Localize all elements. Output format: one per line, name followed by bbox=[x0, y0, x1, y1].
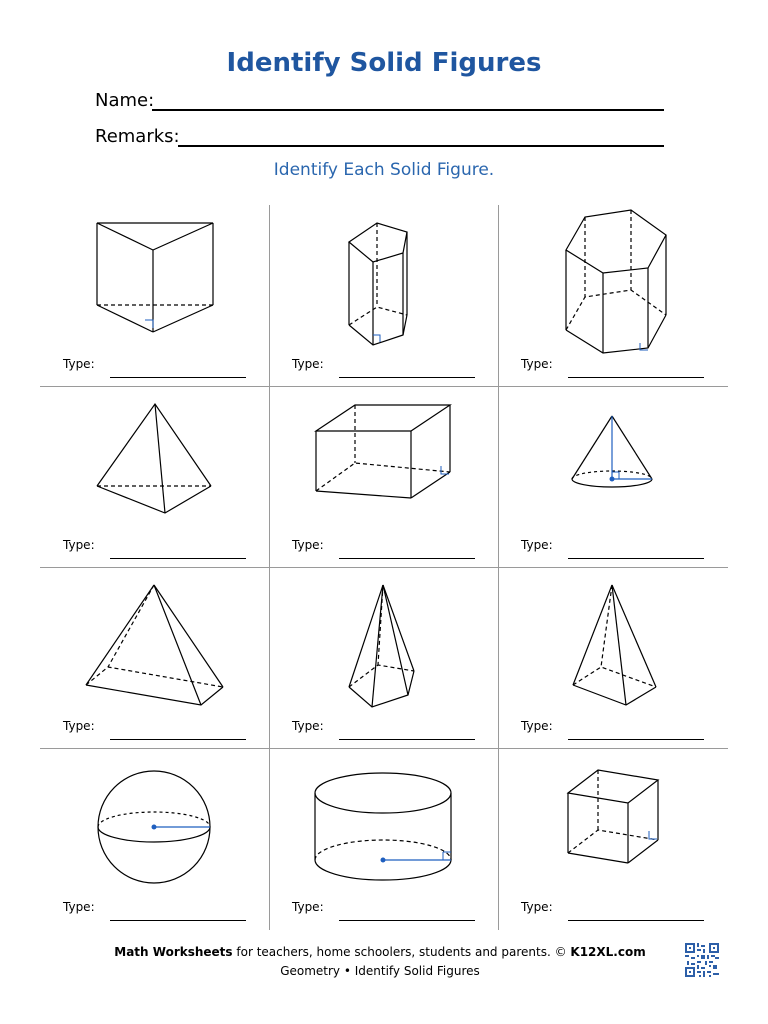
footer-credit bbox=[0, 945, 760, 959]
qr-code-icon bbox=[685, 943, 719, 977]
figure-cell-cone bbox=[498, 386, 727, 567]
type-answer-field[interactable] bbox=[339, 920, 475, 921]
remarks-label: Remarks: bbox=[95, 126, 180, 147]
type-label: Type: bbox=[63, 900, 95, 914]
name-field[interactable] bbox=[152, 109, 664, 111]
type-label: Type: bbox=[521, 719, 553, 733]
remarks-field[interactable] bbox=[178, 145, 664, 147]
type-label: Type: bbox=[292, 719, 324, 733]
page-title: Identify Solid Figures bbox=[226, 48, 542, 78]
type-label: Type: bbox=[521, 357, 553, 371]
type-answer-field[interactable] bbox=[568, 377, 704, 378]
figure-cell-pentagonal-prism bbox=[269, 205, 498, 386]
type-answer-field[interactable] bbox=[339, 377, 475, 378]
type-answer-field[interactable] bbox=[568, 739, 704, 740]
figure-cell-hexagonal-prism bbox=[498, 205, 727, 386]
figure-cell-square-pyramid-narrow bbox=[498, 567, 727, 748]
type-label: Type: bbox=[521, 538, 553, 552]
footer-brand: Math Worksheets bbox=[114, 945, 233, 959]
type-label: Type: bbox=[63, 538, 95, 552]
type-label: Type: bbox=[292, 357, 324, 371]
type-answer-field[interactable] bbox=[110, 558, 246, 559]
figure-cell-rectangular-prism bbox=[269, 386, 498, 567]
footer-tagline: for teachers, home schoolers, students and parents. © bbox=[232, 945, 571, 959]
type-answer-field[interactable] bbox=[110, 739, 246, 740]
type-label: Type: bbox=[292, 538, 324, 552]
type-label: Type: bbox=[63, 357, 95, 371]
figure-cell-sphere bbox=[40, 748, 269, 929]
instructions: Identify Each Solid Figure. bbox=[273, 160, 495, 180]
type-label: Type: bbox=[292, 900, 324, 914]
figure-cell-cube bbox=[498, 748, 727, 929]
type-answer-field[interactable] bbox=[339, 558, 475, 559]
figure-cell-triangular-prism bbox=[40, 205, 269, 386]
type-answer-field[interactable] bbox=[568, 920, 704, 921]
footer-subtitle: Geometry • Identify Solid Figures bbox=[280, 964, 480, 978]
type-answer-field[interactable] bbox=[339, 739, 475, 740]
figure-cell-pentagonal-pyramid bbox=[269, 567, 498, 748]
type-answer-field[interactable] bbox=[568, 558, 704, 559]
figures-grid bbox=[40, 205, 728, 930]
type-answer-field[interactable] bbox=[110, 920, 246, 921]
type-label: Type: bbox=[63, 719, 95, 733]
footer-site[interactable]: K12XL.com bbox=[570, 945, 646, 959]
figure-cell-triangular-pyramid bbox=[40, 386, 269, 567]
name-label: Name: bbox=[95, 90, 155, 111]
figure-cell-square-pyramid bbox=[40, 567, 269, 748]
type-label: Type: bbox=[521, 900, 553, 914]
type-answer-field[interactable] bbox=[110, 377, 246, 378]
figure-cell-cylinder bbox=[269, 748, 498, 929]
